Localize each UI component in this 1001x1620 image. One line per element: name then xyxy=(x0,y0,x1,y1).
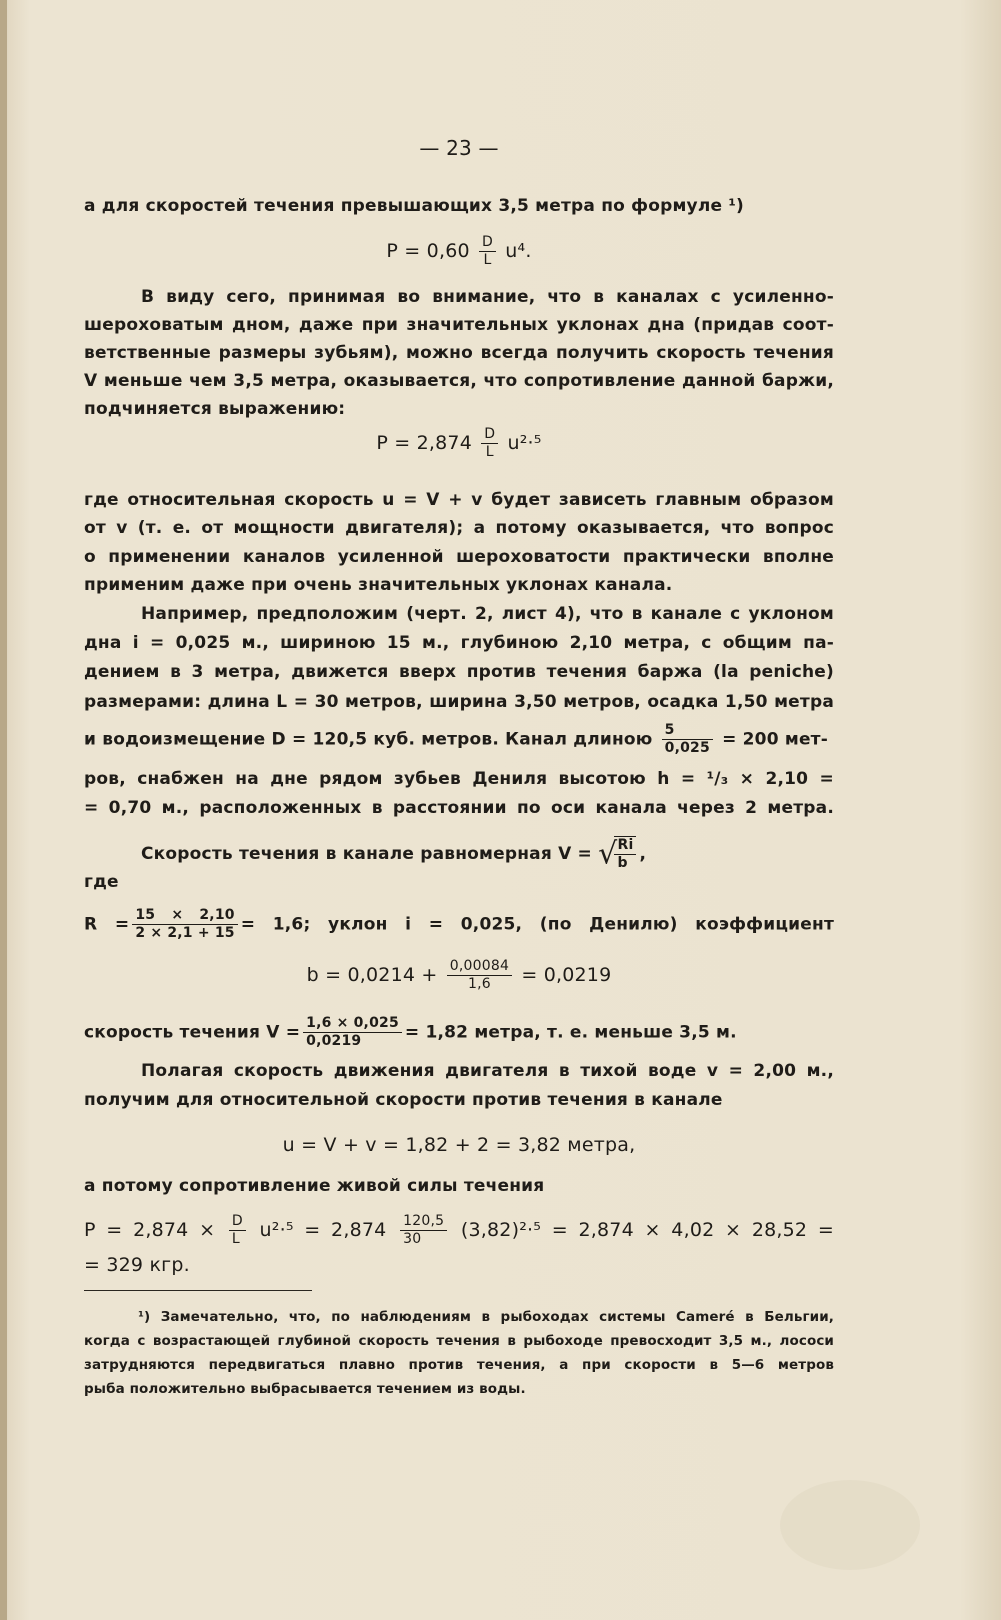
text-part: R = xyxy=(84,914,130,935)
formula-resistance-barge xyxy=(84,426,834,461)
text-line: а для скоростей течения превышающих 3,5 метра по формуле ¹) xyxy=(84,196,744,216)
text-line: получим для относительной скорости против течения в канале xyxy=(84,1090,723,1110)
fraction-numerator: Ri xyxy=(614,837,636,855)
fraction-numerator: D xyxy=(479,234,496,252)
text-line: = 329 кгр. xyxy=(84,1254,190,1276)
text-line: V меньше чем 3,5 метра, оказывается, что сопротивление данной баржи, xyxy=(84,371,834,391)
formula-coefficient-b xyxy=(84,958,834,993)
fraction-denominator: 1,6 xyxy=(467,976,491,992)
formula-part: P = 0,60 xyxy=(386,240,470,262)
text-line-with-fraction xyxy=(84,1015,834,1050)
text-part: , xyxy=(639,844,647,864)
fraction-d-over-l xyxy=(479,234,496,269)
fraction-denominator: L xyxy=(231,1231,240,1247)
text-line: В виду сего, принимая во внимание, что в каналах с усиленно- xyxy=(141,287,834,307)
formula-relative-speed: u = V + v = 1,82 + 2 = 3,82 метра, xyxy=(282,1134,636,1156)
text-line: о применении каналов усиленной шероховатости практически вполне xyxy=(84,547,834,567)
page-number: — 23 — xyxy=(419,136,499,160)
fraction-denominator: 2 × 2,1 + 15 xyxy=(135,925,235,941)
text-line: где xyxy=(84,872,119,892)
text-part: скорость течения V = xyxy=(84,1022,301,1043)
fraction-denominator: b xyxy=(617,855,628,871)
footnote-divider xyxy=(84,1290,312,1291)
fraction-denominator: 0,0219 xyxy=(306,1033,362,1049)
fraction-canal-length xyxy=(662,722,713,757)
fraction-numerator: D xyxy=(481,426,498,444)
fraction-numerator: 5 xyxy=(662,722,713,740)
text-part: = 1,6; уклон i = 0,025, (по Денилю) коэффициент xyxy=(240,914,834,935)
formula-part: = 0,0219 xyxy=(521,964,612,986)
text-line: размерами: длина L = 30 метров, ширина 3,50 метров, осадка 1,50 метра xyxy=(84,692,834,712)
page-spine-edge xyxy=(0,0,7,1620)
formula-part: P = 2,874 × xyxy=(84,1219,216,1241)
text-line-with-fraction xyxy=(84,907,834,942)
text-line: а потому сопротивление живой силы течения xyxy=(84,1176,545,1196)
text-line: подчиняется выражению: xyxy=(84,399,346,419)
fraction-numerator: 120,5 xyxy=(400,1213,447,1231)
text-line: шероховатым дном, даже при значительных уклонах дна (придав соот- xyxy=(84,315,834,335)
fraction-numerator: D xyxy=(229,1213,246,1231)
radical-sign: √ xyxy=(598,836,618,872)
fraction-denominator: 0,025 xyxy=(664,740,710,756)
formula-resistance-result xyxy=(84,1213,834,1248)
text-line: где относительная скорость u = V + v будет зависеть главным образом xyxy=(84,490,834,510)
formula-part: P = 2,874 xyxy=(376,432,473,454)
footnote-line: ¹) Замечательно, что, по наблюдениям в рыбоходах системы Camerе́ в Бельгии, xyxy=(138,1309,834,1325)
fraction-hydraulic-radius xyxy=(132,907,237,942)
fraction-d-over-l xyxy=(481,426,498,461)
radical-fraction xyxy=(614,836,636,872)
text-part: Скорость течения в канале равномерная V = xyxy=(141,844,593,864)
text-part: и водоизмещение D = 120,5 куб. метров. Канал длиною xyxy=(84,729,653,750)
fraction-numerator: 0,00084 xyxy=(447,958,512,976)
fraction-denominator: L xyxy=(483,252,492,268)
fraction-velocity xyxy=(303,1015,402,1050)
footnote-line: когда с возрастающей глубиной скорость течения в рыбоходе превосходит 3,5 м., лососи xyxy=(84,1333,834,1349)
paper-stain xyxy=(780,1480,920,1570)
formula-part: u²·⁵ xyxy=(507,432,542,454)
formula-part: b = 0,0214 + xyxy=(306,964,438,986)
formula-part: (3,82)²·⁵ = 2,874 × 4,02 × 28,52 = xyxy=(460,1219,834,1241)
fraction-denominator: L xyxy=(485,444,494,460)
text-line: дна i = 0,025 м., шириною 15 м., глубиною 2,10 метра, с общим па- xyxy=(84,633,834,653)
text-part: = 200 мет- xyxy=(722,729,828,750)
text-line-with-fraction xyxy=(84,722,834,757)
fraction-coefficient xyxy=(447,958,512,993)
text-part: = 1,82 метра, т. е. меньше 3,5 м. xyxy=(404,1022,737,1043)
fraction-d-over-l xyxy=(229,1213,246,1248)
fraction-numerator: 15 × 2,10 xyxy=(132,907,237,925)
text-line: ветственные размеры зубьям), можно всегда получить скорость течения xyxy=(84,343,834,363)
footnote-line: рыба положительно выбрасывается течением из воды. xyxy=(84,1381,526,1397)
text-line: Например, предположим (черт. 2, лист 4), что в канале с уклоном xyxy=(141,604,834,624)
fraction-displacement-length xyxy=(400,1213,447,1248)
fraction-denominator: 30 xyxy=(403,1231,422,1247)
text-line: = 0,70 м., расположенных в расстоянии по оси канала через 2 метра. xyxy=(84,798,834,818)
square-root xyxy=(598,836,639,872)
formula-part: u²·⁵ = 2,874 xyxy=(259,1219,387,1241)
text-line-with-radical xyxy=(84,836,834,872)
text-line: Полагая скорость движения двигателя в тихой воде v = 2,00 м., xyxy=(141,1061,834,1081)
footnote-line: затрудняются передвигаться плавно против течения, а при скорости в 5—6 метров xyxy=(84,1357,834,1373)
text-line: от v (т. е. от мощности двигателя); а потому оказывается, что вопрос xyxy=(84,518,834,538)
text-line: применим даже при очень значительных уклонах канала. xyxy=(84,575,673,595)
text-line: ров, снабжен на дне рядом зубьев Дениля высотою h = ¹/₃ × 2,10 = xyxy=(84,769,834,789)
formula-part: u⁴. xyxy=(505,240,532,262)
fraction-numerator: 1,6 × 0,025 xyxy=(303,1015,402,1033)
text-line: дением в 3 метра, движется вверх против течения баржа (la peniche) xyxy=(84,662,834,682)
formula-resistance-high-speed xyxy=(84,234,834,269)
